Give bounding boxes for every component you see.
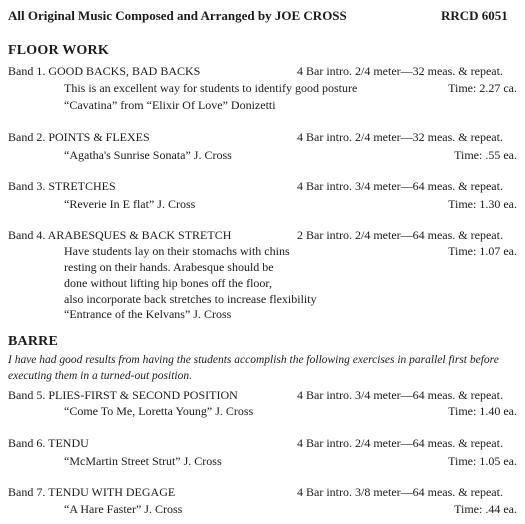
band-intro: 4 Bar intro. 2/4 meter—32 meas. & repeat. xyxy=(297,64,503,78)
band-time: Time: .55 ea. xyxy=(454,148,517,162)
document-title: All Original Music Composed and Arranged by JOE CROSS xyxy=(8,8,347,23)
band-title: Band 4. ARABESQUES & BACK STRETCH xyxy=(8,228,232,242)
section-heading-barre: BARRE xyxy=(8,334,59,349)
band-intro: 4 Bar intro. 3/4 meter—64 meas. & repeat. xyxy=(297,388,503,402)
band-time: Time: 2.27 ca. xyxy=(448,81,517,95)
barre-note-line-2: executing them in a turned-out position. xyxy=(8,370,192,382)
band-piece: “Reverie In E flat” J. Cross xyxy=(64,197,196,211)
band-intro: 4 Bar intro. 2/4 meter—32 meas. & repeat. xyxy=(297,130,503,144)
band-time: Time: 1.05 ea. xyxy=(448,454,517,468)
band-title: Band 6. TENDU xyxy=(8,436,89,450)
band-time: Time: 1.07 ea. xyxy=(448,244,517,258)
band-note: done without lifting hip bones off the floor, xyxy=(64,276,272,290)
band-intro: 4 Bar intro. 2/4 meter—64 meas. & repeat. xyxy=(297,436,503,450)
catalog-number: RRCD 6051 xyxy=(441,8,508,23)
band-title: Band 1. GOOD BACKS, BAD BACKS xyxy=(8,64,201,78)
band-title: Band 7. TENDU WITH DEGAGE xyxy=(8,485,176,499)
barre-note-line-1: I have had good results from having the students accomplish the following exercises in parallel first before xyxy=(8,354,499,366)
band-time: Time: 1.30 ea. xyxy=(448,197,517,211)
band-intro: 4 Bar intro. 3/8 meter—64 meas. & repeat. xyxy=(297,485,503,499)
band-time: Time: .44 ea. xyxy=(454,502,517,516)
band-note: also incorporate back stretches to increase flexibility xyxy=(64,292,317,306)
band-intro: 2 Bar intro. 2/4 meter—64 meas. & repeat. xyxy=(297,228,503,242)
band-piece: “Cavatina” from “Elixir Of Love” Donizetti xyxy=(64,98,276,112)
band-note: This is an excellent way for students to identify good posture xyxy=(64,81,358,95)
band-piece: “McMartin Street Strut” J. Cross xyxy=(64,454,222,468)
band-title: Band 5. PLIES-FIRST & SECOND POSITION xyxy=(8,388,238,402)
band-intro: 4 Bar intro. 3/4 meter—64 meas. & repeat. xyxy=(297,179,503,193)
band-title: Band 2. POINTS & FLEXES xyxy=(8,130,150,144)
band-time: Time: 1.40 ea. xyxy=(448,404,517,418)
band-note: Have students lay on their stomachs with chins xyxy=(64,244,290,258)
band-piece: “Agatha's Sunrise Sonata” J. Cross xyxy=(64,148,232,162)
band-note: resting on their hands. Arabesque should be xyxy=(64,260,274,274)
band-piece: “Come To Me, Loretta Young” J. Cross xyxy=(64,404,254,418)
section-heading-floor-work: FLOOR WORK xyxy=(8,43,109,58)
band-piece: “A Hare Faster” J. Cross xyxy=(64,502,183,516)
band-title: Band 3. STRETCHES xyxy=(8,179,116,193)
band-piece: “Entrance of the Kelvans” J. Cross xyxy=(64,307,232,321)
